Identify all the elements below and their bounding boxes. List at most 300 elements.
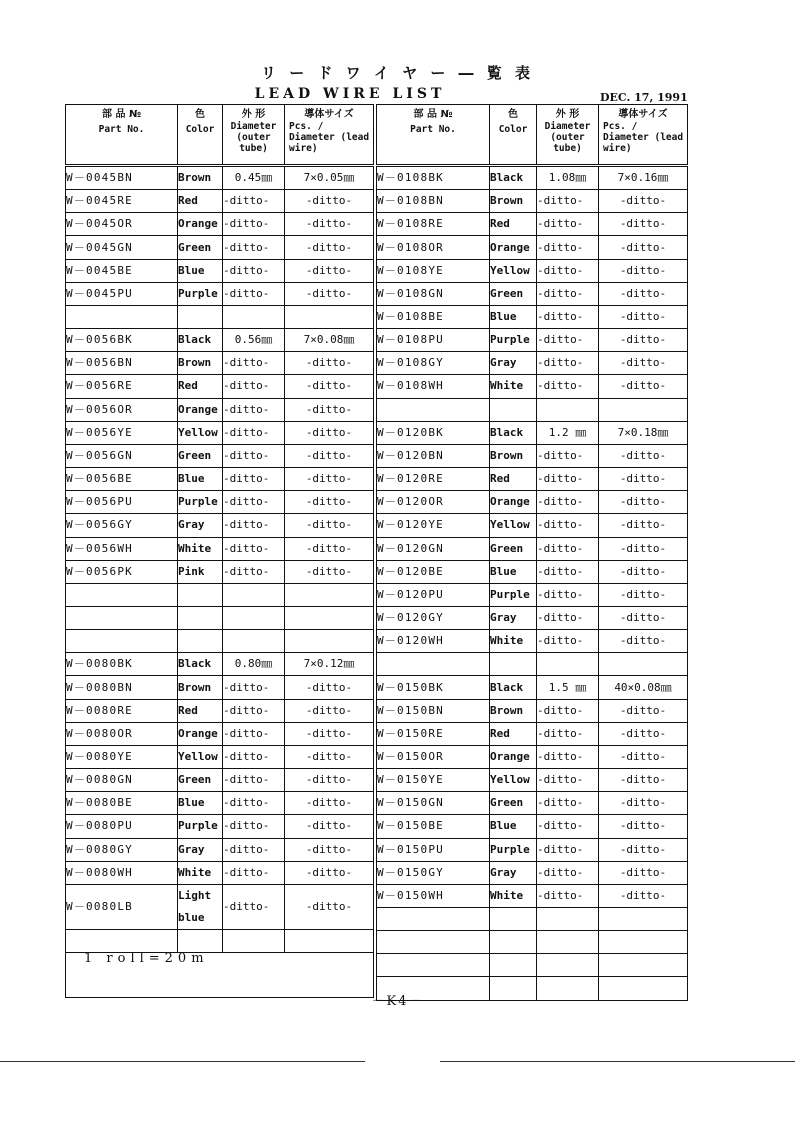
outer-diameter: -ditto- <box>223 282 285 305</box>
table-row <box>377 468 688 491</box>
part-number: W－0120GN <box>377 537 490 560</box>
part-number: W－0056BK <box>66 329 178 352</box>
conductor-size: -ditto- <box>285 745 374 768</box>
wire-color: Red <box>490 722 537 745</box>
outer-diameter <box>223 606 285 629</box>
roll-length-note: 1 roll=20m <box>84 951 209 966</box>
table-row <box>377 908 688 931</box>
wire-color: Blue <box>490 815 537 838</box>
table-row <box>66 606 374 629</box>
outer-diameter <box>223 929 285 952</box>
table-row <box>377 305 688 328</box>
table-row <box>66 352 374 375</box>
table-row <box>377 421 688 444</box>
outer-diameter: -ditto- <box>537 769 599 792</box>
header-diameter: 外 形 Diameter (outer tube) <box>223 105 285 166</box>
part-number: W－0150WH <box>377 884 490 907</box>
table-row <box>66 745 374 768</box>
document-date: DEC. 17, 1991 <box>600 91 688 104</box>
outer-diameter: -ditto- <box>223 699 285 722</box>
part-number <box>66 630 178 653</box>
outer-diameter: -ditto- <box>223 491 285 514</box>
part-number: W－0045GN <box>66 236 178 259</box>
conductor-size: -ditto- <box>285 815 374 838</box>
outer-diameter: -ditto- <box>537 259 599 282</box>
table-row <box>377 282 688 305</box>
conductor-size: -ditto- <box>599 468 688 491</box>
conductor-size: -ditto- <box>599 236 688 259</box>
wire-color: Gray <box>490 861 537 884</box>
conductor-size: -ditto- <box>285 769 374 792</box>
conductor-size: -ditto- <box>599 838 688 861</box>
outer-diameter: -ditto- <box>537 583 599 606</box>
conductor-size: -ditto- <box>285 398 374 421</box>
outer-diameter: -ditto- <box>223 560 285 583</box>
outer-diameter: -ditto- <box>537 884 599 907</box>
conductor-size: -ditto- <box>599 305 688 328</box>
table-row <box>377 190 688 213</box>
conductor-size: -ditto- <box>285 421 374 444</box>
outer-diameter: -ditto- <box>223 537 285 560</box>
wire-color: Black <box>178 653 223 676</box>
part-number <box>377 653 490 676</box>
conductor-size: -ditto- <box>285 560 374 583</box>
part-number: W－0080GY <box>66 838 178 861</box>
part-number <box>66 929 178 952</box>
conductor-size <box>285 305 374 328</box>
table-row <box>66 236 374 259</box>
conductor-size: -ditto- <box>285 213 374 236</box>
wire-color: Gray <box>178 838 223 861</box>
table-row <box>66 676 374 699</box>
wire-color <box>178 630 223 653</box>
outer-diameter: -ditto- <box>537 282 599 305</box>
table-row <box>66 653 374 676</box>
wire-color: Purple <box>178 491 223 514</box>
wire-color: Orange <box>178 213 223 236</box>
conductor-size <box>599 931 688 954</box>
part-number <box>66 305 178 328</box>
wire-color: Red <box>178 699 223 722</box>
part-number: W－0080PU <box>66 815 178 838</box>
part-number: W－0080LB <box>66 884 178 929</box>
conductor-size: -ditto- <box>599 861 688 884</box>
part-number: W－0108BE <box>377 305 490 328</box>
part-number: W－0150BK <box>377 676 490 699</box>
outer-diameter: -ditto- <box>223 861 285 884</box>
outer-diameter: -ditto- <box>223 444 285 467</box>
part-number: W－0150OR <box>377 745 490 768</box>
table-row <box>377 838 688 861</box>
table-row <box>377 954 688 977</box>
part-number: W－0108BN <box>377 190 490 213</box>
conductor-size: -ditto- <box>285 792 374 815</box>
conductor-size <box>285 630 374 653</box>
table-row <box>66 630 374 653</box>
conductor-size: -ditto- <box>285 514 374 537</box>
wire-color: Brown <box>490 444 537 467</box>
part-number: W－0045OR <box>66 213 178 236</box>
part-number: W－0150PU <box>377 838 490 861</box>
conductor-size: -ditto- <box>599 514 688 537</box>
outer-diameter <box>537 653 599 676</box>
table-row <box>377 560 688 583</box>
wire-color <box>178 305 223 328</box>
outer-diameter: -ditto- <box>223 838 285 861</box>
conductor-size: -ditto- <box>599 491 688 514</box>
wire-color <box>178 606 223 629</box>
part-number: W－0056PU <box>66 491 178 514</box>
wire-color: Blue <box>490 560 537 583</box>
part-number <box>377 398 490 421</box>
outer-diameter: -ditto- <box>537 305 599 328</box>
outer-diameter: -ditto- <box>223 722 285 745</box>
table-row <box>66 722 374 745</box>
conductor-size: -ditto- <box>285 861 374 884</box>
part-number <box>377 908 490 931</box>
part-number <box>377 931 490 954</box>
part-number: W－0056BN <box>66 352 178 375</box>
header-color: 色 Color <box>490 105 537 166</box>
part-number: W－0056YE <box>66 421 178 444</box>
part-number: W－0120RE <box>377 468 490 491</box>
conductor-size: 7×0.08㎜ <box>285 329 374 352</box>
part-number: W－0108BK <box>377 166 490 190</box>
wire-color: Purple <box>178 815 223 838</box>
conductor-size: -ditto- <box>285 884 374 929</box>
wire-color: White <box>490 884 537 907</box>
table-row <box>377 884 688 907</box>
wire-color: Green <box>490 537 537 560</box>
table-row <box>377 861 688 884</box>
conductor-size: 7×0.16㎜ <box>599 166 688 190</box>
table-row <box>377 166 688 190</box>
conductor-size: -ditto- <box>599 537 688 560</box>
page-divider <box>440 1061 795 1062</box>
outer-diameter: -ditto- <box>537 352 599 375</box>
outer-diameter <box>223 630 285 653</box>
table-row <box>377 236 688 259</box>
conductor-size: 40×0.08㎜ <box>599 676 688 699</box>
wire-color <box>490 908 537 931</box>
wire-color: Black <box>490 166 537 190</box>
table-row <box>66 560 374 583</box>
outer-diameter: -ditto- <box>223 815 285 838</box>
conductor-size: -ditto- <box>599 190 688 213</box>
conductor-size <box>599 398 688 421</box>
part-number: W－0120BN <box>377 444 490 467</box>
table-row <box>377 931 688 954</box>
conductor-size: -ditto- <box>599 352 688 375</box>
outer-diameter: -ditto- <box>537 190 599 213</box>
table-row <box>66 190 374 213</box>
wire-color: Red <box>178 375 223 398</box>
wire-color: Blue <box>178 792 223 815</box>
outer-diameter <box>537 908 599 931</box>
outer-diameter: -ditto- <box>537 815 599 838</box>
outer-diameter: -ditto- <box>537 537 599 560</box>
outer-diameter: 1.08㎜ <box>537 166 599 190</box>
outer-diameter: -ditto- <box>537 375 599 398</box>
part-number: W－0080YE <box>66 745 178 768</box>
wire-color: White <box>178 537 223 560</box>
table-row <box>66 537 374 560</box>
table-row <box>66 398 374 421</box>
outer-diameter: -ditto- <box>223 236 285 259</box>
wire-color <box>490 954 537 977</box>
part-number: W－0150GY <box>377 861 490 884</box>
wire-color: Green <box>178 769 223 792</box>
conductor-size: -ditto- <box>599 282 688 305</box>
wire-color: Gray <box>178 514 223 537</box>
conductor-size: 7×0.05㎜ <box>285 166 374 190</box>
table-row <box>377 769 688 792</box>
part-number: W－0080RE <box>66 699 178 722</box>
table-row <box>377 375 688 398</box>
outer-diameter: -ditto- <box>223 676 285 699</box>
conductor-size: -ditto- <box>599 884 688 907</box>
wire-color <box>490 653 537 676</box>
conductor-size: -ditto- <box>599 606 688 629</box>
table-row <box>66 792 374 815</box>
lead-wire-table-left <box>65 104 374 998</box>
part-number: W－0045PU <box>66 282 178 305</box>
table-row <box>66 166 374 190</box>
part-number: W－0045BN <box>66 166 178 190</box>
table-row <box>377 722 688 745</box>
part-number: W－0045BE <box>66 259 178 282</box>
table-row <box>66 259 374 282</box>
table-row <box>377 653 688 676</box>
table-row <box>66 421 374 444</box>
part-number: W－0108YE <box>377 259 490 282</box>
table-row <box>377 792 688 815</box>
table-row <box>66 491 374 514</box>
outer-diameter: -ditto- <box>537 606 599 629</box>
table-row <box>377 699 688 722</box>
header-diameter: 外 形 Diameter (outer tube) <box>537 105 599 166</box>
part-number: W－0080BN <box>66 676 178 699</box>
part-number: W－0045RE <box>66 190 178 213</box>
wire-color: Orange <box>178 398 223 421</box>
outer-diameter: -ditto- <box>223 421 285 444</box>
conductor-size: 7×0.12㎜ <box>285 653 374 676</box>
conductor-size: -ditto- <box>285 444 374 467</box>
table-row <box>66 884 374 929</box>
wire-color: Blue <box>178 259 223 282</box>
conductor-size: -ditto- <box>599 745 688 768</box>
outer-diameter: 0.45㎜ <box>223 166 285 190</box>
table-row <box>66 699 374 722</box>
part-number: W－0150BE <box>377 815 490 838</box>
conductor-size: -ditto- <box>285 352 374 375</box>
part-number: W－0056OR <box>66 398 178 421</box>
part-number: W－0120OR <box>377 491 490 514</box>
wire-color: Brown <box>490 190 537 213</box>
table-row <box>377 630 688 653</box>
outer-diameter <box>223 583 285 606</box>
outer-diameter: 0.56㎜ <box>223 329 285 352</box>
outer-diameter: -ditto- <box>537 329 599 352</box>
part-number: W－0108OR <box>377 236 490 259</box>
wire-color <box>178 929 223 952</box>
table-header-row <box>377 105 688 166</box>
table-row <box>377 745 688 768</box>
wire-color: Orange <box>490 745 537 768</box>
wire-color: Black <box>178 329 223 352</box>
outer-diameter: -ditto- <box>537 514 599 537</box>
part-number: W－0080GN <box>66 769 178 792</box>
part-number: W－0108GN <box>377 282 490 305</box>
outer-diameter: -ditto- <box>223 375 285 398</box>
outer-diameter: -ditto- <box>223 884 285 929</box>
conductor-size: -ditto- <box>285 190 374 213</box>
conductor-size: -ditto- <box>285 236 374 259</box>
part-number: W－0120GY <box>377 606 490 629</box>
table-row <box>377 491 688 514</box>
table-row <box>66 305 374 328</box>
part-number: W－0056PK <box>66 560 178 583</box>
table-row <box>66 769 374 792</box>
table-row <box>66 514 374 537</box>
wire-color: Orange <box>178 722 223 745</box>
part-number <box>377 954 490 977</box>
outer-diameter <box>537 954 599 977</box>
part-number: W－0056RE <box>66 375 178 398</box>
table-header-row <box>66 105 374 166</box>
part-number <box>66 583 178 606</box>
outer-diameter: -ditto- <box>223 213 285 236</box>
wire-color: Blue <box>490 305 537 328</box>
outer-diameter: -ditto- <box>223 769 285 792</box>
part-number: W－0056GN <box>66 444 178 467</box>
wire-color: White <box>490 630 537 653</box>
outer-diameter: -ditto- <box>223 745 285 768</box>
outer-diameter: -ditto- <box>537 745 599 768</box>
conductor-size: -ditto- <box>599 444 688 467</box>
header-color: 色 Color <box>178 105 223 166</box>
conductor-size: -ditto- <box>285 468 374 491</box>
conductor-size: -ditto- <box>599 583 688 606</box>
wire-color: Purple <box>178 282 223 305</box>
table-row <box>66 213 374 236</box>
wire-color <box>490 931 537 954</box>
page-number: －K4－ <box>371 994 424 1009</box>
outer-diameter: 1.5 ㎜ <box>537 676 599 699</box>
outer-diameter: -ditto- <box>223 514 285 537</box>
wire-color: Purple <box>490 583 537 606</box>
wire-color: Brown <box>178 352 223 375</box>
document-title-japanese: リ ー ド ワ イ ヤ ー ― 覧 表 <box>260 64 534 82</box>
wire-color: Brown <box>178 676 223 699</box>
outer-diameter <box>223 305 285 328</box>
part-number: W－0080WH <box>66 861 178 884</box>
table-row <box>377 259 688 282</box>
wire-color: Green <box>178 444 223 467</box>
table-row <box>66 375 374 398</box>
outer-diameter: -ditto- <box>537 838 599 861</box>
part-number: W－0108WH <box>377 375 490 398</box>
wire-color <box>490 398 537 421</box>
conductor-size: -ditto- <box>285 699 374 722</box>
table-row <box>66 815 374 838</box>
outer-diameter: -ditto- <box>223 259 285 282</box>
wire-color: Yellow <box>490 769 537 792</box>
document-title: LEAD WIRE LIST <box>254 86 446 102</box>
part-number: W－0120PU <box>377 583 490 606</box>
outer-diameter: 0.80㎜ <box>223 653 285 676</box>
part-number: W－0080BE <box>66 792 178 815</box>
wire-color: Red <box>490 213 537 236</box>
outer-diameter: -ditto- <box>537 491 599 514</box>
table-row <box>377 514 688 537</box>
part-number: W－0120YE <box>377 514 490 537</box>
outer-diameter: -ditto- <box>223 190 285 213</box>
outer-diameter <box>537 398 599 421</box>
wire-color: Black <box>490 676 537 699</box>
outer-diameter: 1.2 ㎜ <box>537 421 599 444</box>
outer-diameter: -ditto- <box>537 236 599 259</box>
wire-color: Yellow <box>178 421 223 444</box>
conductor-size: -ditto- <box>599 722 688 745</box>
table-row <box>66 444 374 467</box>
conductor-size: -ditto- <box>285 491 374 514</box>
conductor-size: 7×0.18㎜ <box>599 421 688 444</box>
conductor-size <box>285 583 374 606</box>
conductor-size: -ditto- <box>599 792 688 815</box>
conductor-size <box>599 954 688 977</box>
page-divider <box>0 1061 365 1062</box>
wire-color: Orange <box>490 236 537 259</box>
wire-color: Gray <box>490 352 537 375</box>
conductor-size <box>599 908 688 931</box>
table-row <box>377 815 688 838</box>
wire-color: Green <box>490 792 537 815</box>
conductor-size <box>599 653 688 676</box>
conductor-size: -ditto- <box>285 259 374 282</box>
table-row <box>66 838 374 861</box>
part-number: W－0056BE <box>66 468 178 491</box>
outer-diameter: -ditto- <box>223 468 285 491</box>
conductor-size: -ditto- <box>599 375 688 398</box>
part-number: W－0120BK <box>377 421 490 444</box>
outer-diameter: -ditto- <box>537 861 599 884</box>
wire-color: Light blue <box>178 884 223 929</box>
outer-diameter <box>537 931 599 954</box>
table-row <box>66 929 374 952</box>
wire-color: Brown <box>490 699 537 722</box>
header-pcs-diameter: 導体サイズ Pcs. / Diameter (lead wire) <box>599 105 688 166</box>
part-number: W－0080BK <box>66 653 178 676</box>
wire-color: Brown <box>178 166 223 190</box>
table-row <box>66 583 374 606</box>
wire-color: Orange <box>490 491 537 514</box>
outer-diameter: -ditto- <box>537 722 599 745</box>
wire-color: Pink <box>178 560 223 583</box>
outer-diameter: -ditto- <box>223 398 285 421</box>
part-number: W－0150YE <box>377 769 490 792</box>
wire-color: White <box>490 375 537 398</box>
table-row <box>377 444 688 467</box>
outer-diameter: -ditto- <box>537 468 599 491</box>
part-number: W－0120WH <box>377 630 490 653</box>
part-number: W－0150BN <box>377 699 490 722</box>
part-number: W－0120BE <box>377 560 490 583</box>
header-pcs-diameter: 導体サイズ Pcs. / Diameter (lead wire) <box>285 105 374 166</box>
outer-diameter: -ditto- <box>537 792 599 815</box>
table-row <box>377 606 688 629</box>
outer-diameter: -ditto- <box>537 213 599 236</box>
